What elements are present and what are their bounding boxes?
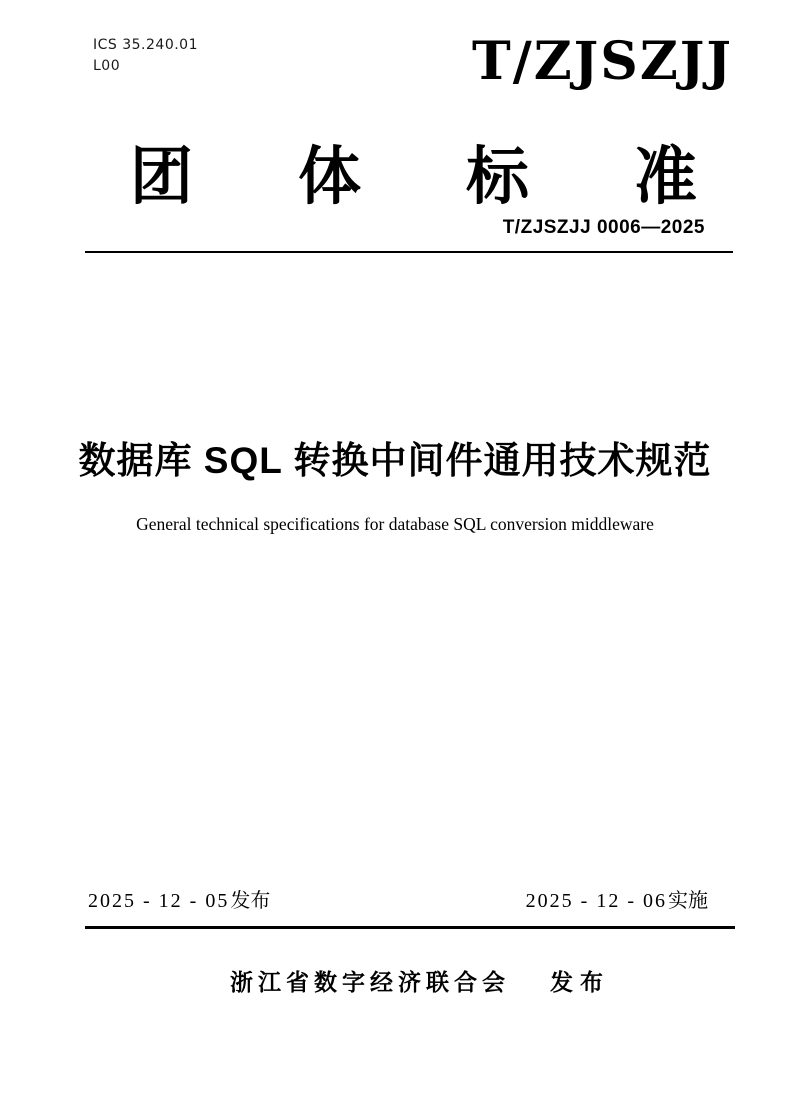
implementation-date: 2025 - 12 - 06 — [525, 890, 667, 912]
ics-block — [93, 35, 198, 77]
publisher-name: 浙江省数字经济联合会 — [230, 969, 510, 995]
doc-type-heading — [130, 142, 697, 212]
doc-type-char: 体 — [298, 142, 361, 212]
publisher-row — [25, 964, 790, 997]
org-code-logotype: T/ZJSZJJ — [472, 31, 733, 92]
classification-code: L00 — [93, 58, 121, 74]
doc-type-char: 准 — [634, 142, 697, 212]
issue-date-group — [88, 884, 270, 913]
implementation-label: 实施 — [668, 890, 708, 912]
title-english: General technical specifications for database SQL conversion middleware — [136, 514, 654, 534]
title-chinese: 数据库 SQL 转换中间件通用技术规范 — [78, 440, 712, 481]
issue-date: 2025 - 12 - 05 — [88, 890, 230, 912]
doc-type-char: 标 — [466, 142, 529, 212]
doc-type-char: 团 — [130, 142, 193, 212]
publisher-suffix: 发布 — [550, 969, 610, 995]
dates-row — [88, 884, 708, 913]
implementation-date-group — [526, 884, 708, 913]
header-divider-line — [85, 251, 733, 253]
footer-divider-line — [85, 926, 735, 929]
issue-label: 发布 — [230, 890, 271, 912]
ics-code: ICS 35.240.01 — [93, 37, 198, 53]
standard-number: T/ZJSZJJ 0006—2025 — [502, 217, 705, 238]
